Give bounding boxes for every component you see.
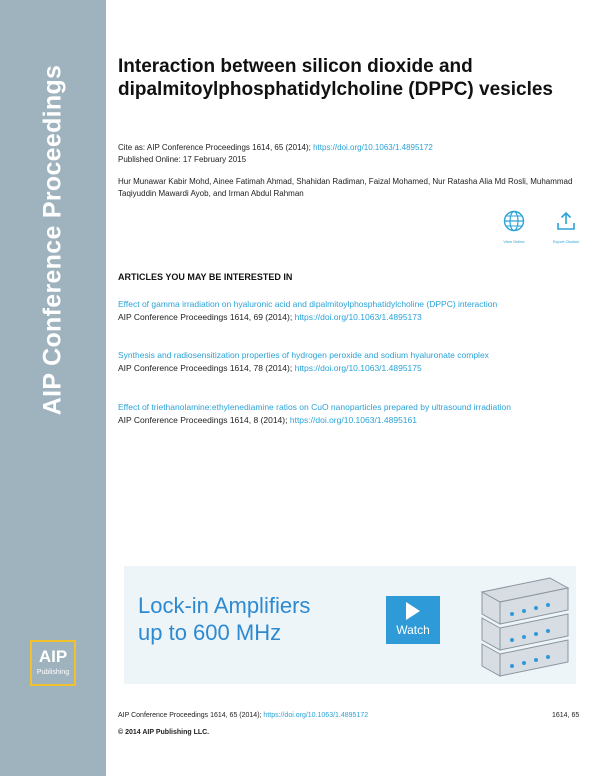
related-article-source: AIP Conference Proceedings 1614, 69 (2014); (118, 312, 293, 322)
ad-line-2: up to 600 MHz (138, 620, 282, 645)
logo-text: AIP (38, 647, 68, 666)
related-article-doi[interactable]: https://doi.org/10.1063/1.4895175 (294, 363, 422, 373)
copyright-notice: © 2014 AIP Publishing LLC. (118, 729, 210, 736)
globe-icon (503, 210, 525, 232)
logo-subtext: Publishing (36, 669, 70, 676)
watch-label: Watch (396, 623, 430, 637)
sidebar (0, 0, 106, 776)
cite-prefix: Cite as: AIP Conference Proceedings 1614, 65 (2014); (118, 143, 311, 152)
related-article-cite (118, 414, 578, 426)
aip-publishing-logo[interactable] (30, 640, 76, 686)
cite-as (118, 143, 433, 152)
doi-link[interactable]: https://doi.org/10.1063/1.4895172 (313, 143, 433, 152)
related-article-source: AIP Conference Proceedings 1614, 8 (2014); (118, 415, 288, 425)
footer-page-number: 1614, 65 (552, 712, 580, 719)
related-article-title[interactable]: Effect of gamma irradiation on hyaluronic acid and dipalmitoylphosphatidylcholine (DPPC) interaction (118, 299, 498, 309)
ad-headline (138, 592, 310, 646)
instrument-stack-icon (472, 570, 572, 682)
view-online-label: View Online (503, 239, 525, 244)
footer-cite-prefix: AIP Conference Proceedings 1614, 65 (2014); (118, 712, 262, 719)
related-article-title[interactable]: Effect of triethanolamine:ethylenediamine ratios on CuO nanoparticles prepared by ultrasound irradiation (118, 402, 511, 412)
play-icon (406, 602, 420, 620)
related-article (118, 349, 578, 374)
related-article-source: AIP Conference Proceedings 1614, 78 (2014); (118, 363, 293, 373)
export-icon (555, 210, 577, 232)
related-article-doi[interactable]: https://doi.org/10.1063/1.4895161 (289, 415, 417, 425)
watch-button[interactable] (386, 596, 440, 644)
journal-title: AIP Conference Proceedings (38, 64, 67, 416)
view-online-button[interactable] (494, 210, 534, 244)
related-articles-heading: ARTICLES YOU MAY BE INTERESTED IN (118, 272, 293, 282)
author-list[interactable]: Hur Munawar Kabir Mohd, Ainee Fatimah Ahmad, Shahidan Radiman, Faizal Mohamed, Nur Ratasha Alia Md Rosli, Muhammad Taqiyuddin Mawardi Ayob, and Irman Abdul Rahman (118, 177, 573, 198)
footer-citation (118, 712, 368, 719)
ad-line-1: Lock-in Amplifiers (138, 593, 311, 618)
export-citation-label: Export Citation (552, 239, 580, 244)
related-article-cite (118, 311, 578, 323)
related-article-cite (118, 362, 578, 374)
paper-title: Interaction between silicon dioxide and dipalmitoylphosphatidylcholine (DPPC) vesicles (118, 56, 553, 100)
related-article (118, 401, 578, 426)
published-date: Published Online: 17 February 2015 (118, 155, 247, 164)
advertisement-banner[interactable] (124, 566, 576, 684)
footer-doi-link[interactable]: https://doi.org/10.1063/1.4895172 (263, 712, 369, 719)
export-citation-button[interactable] (546, 210, 586, 244)
related-article (118, 298, 578, 323)
related-article-title[interactable]: Synthesis and radiosensitization properties of hydrogen peroxide and sodium hyaluronate complex (118, 350, 489, 360)
related-article-doi[interactable]: https://doi.org/10.1063/1.4895173 (294, 312, 422, 322)
